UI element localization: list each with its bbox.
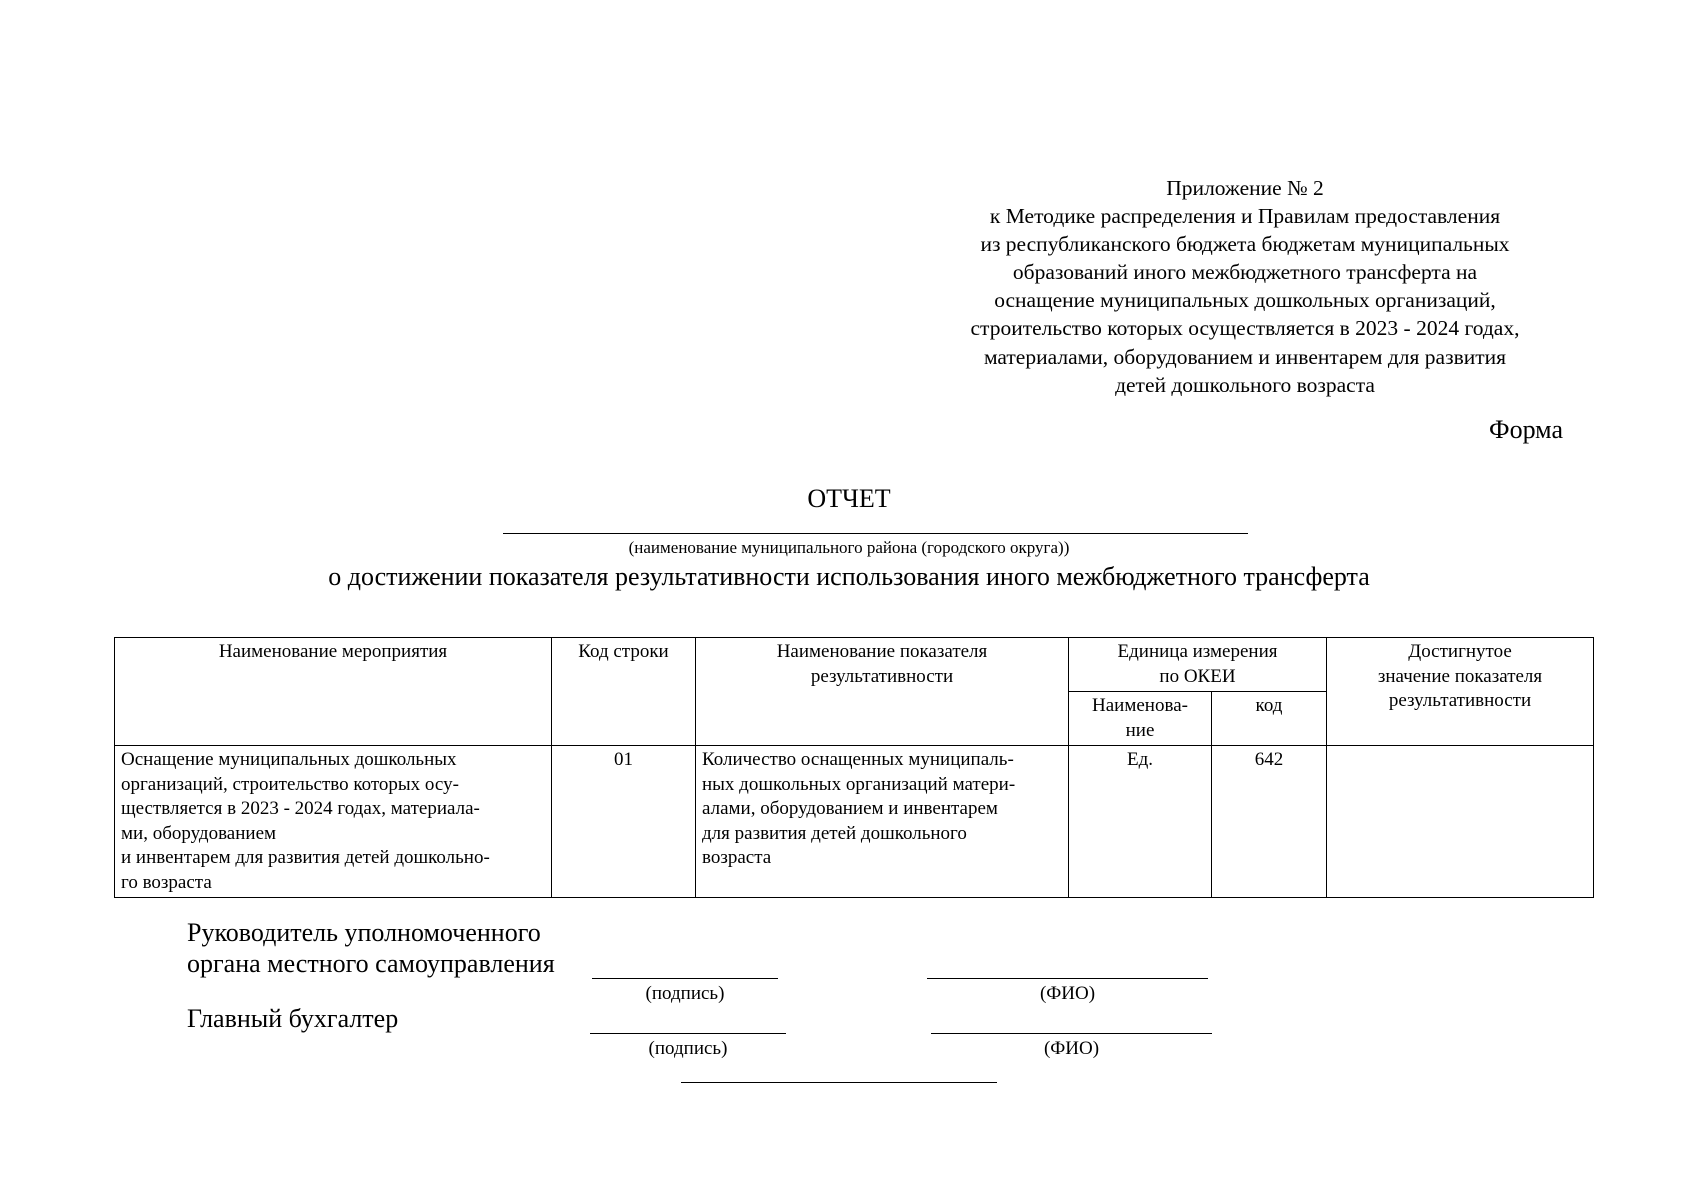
appendix-line: детей дошкольного возраста xyxy=(1115,372,1375,397)
header-achieved-line: значение показателя xyxy=(1377,665,1543,687)
footer-line xyxy=(681,1082,997,1083)
header-unit-line: Единица измерения xyxy=(1117,641,1278,662)
municipality-name-line xyxy=(503,533,1248,534)
appendix-line: строительство которых осуществляется в 2023 - 2024 годах, xyxy=(970,316,1520,341)
header-achieved xyxy=(1327,638,1594,746)
cell-line: го возраста xyxy=(121,871,212,893)
cell-line: алами, оборудованием и инвентарем xyxy=(702,798,998,819)
head-label-line: Руководитель уполномоченного xyxy=(187,918,541,947)
header-event-name: Наименование мероприятия xyxy=(115,638,552,746)
accountant-fio-caption: (ФИО) xyxy=(1043,1038,1100,1059)
cell-line: ных дошкольных организаций матери- xyxy=(702,773,1016,795)
table-row xyxy=(115,746,1594,898)
header-indicator-name xyxy=(696,638,1069,746)
cell-unit-code: 642 xyxy=(1212,746,1327,898)
appendix-line: из республиканского бюджета бюджетам муниципальных xyxy=(980,232,1510,257)
report-subtitle: о достижении показателя результативности использования иного межбюджетного трансферта xyxy=(328,562,1370,591)
header-indicator-line: Наименование показателя xyxy=(776,641,988,662)
header-row-code: Код строки xyxy=(552,638,696,746)
accountant-signature-caption: (подпись) xyxy=(648,1038,728,1059)
cell-line: ществляется в 2023 - 2024 годах, материала- xyxy=(121,798,480,819)
header-unit-code: код xyxy=(1212,692,1327,746)
cell-line: возраста xyxy=(702,847,772,868)
accountant-label: Главный бухгалтер xyxy=(187,1004,399,1033)
appendix-header xyxy=(900,174,1590,399)
cell-line: Оснащение муниципальных дошкольных xyxy=(121,749,457,770)
cell-line: для развития детей дошкольного xyxy=(702,822,967,844)
header-unit-name-line: Наименова- xyxy=(1092,695,1188,716)
cell-unit-name: Ед. xyxy=(1069,746,1212,898)
accountant-fio-line xyxy=(931,1033,1212,1034)
form-label: Форма xyxy=(1489,415,1563,444)
header-indicator-line: результативности xyxy=(810,665,954,687)
header-unit-name xyxy=(1069,692,1212,746)
report-title: ОТЧЕТ xyxy=(807,484,891,513)
appendix-line: образований иного межбюджетного трансферта на xyxy=(1012,260,1478,285)
header-achieved-line: Достигнутое xyxy=(1408,641,1512,662)
cell-line: Количество оснащенных муниципаль- xyxy=(702,749,1014,770)
head-signature-line xyxy=(592,978,778,979)
cell-indicator-name xyxy=(696,746,1069,898)
cell-line: ми, оборудованием xyxy=(121,822,277,844)
appendix-line: Приложение № 2 xyxy=(1166,176,1324,200)
header-achieved-line: результативности xyxy=(1388,690,1532,711)
municipality-name-caption: (наименование муниципального района (городского округа)) xyxy=(628,538,1070,557)
cell-event-name xyxy=(115,746,552,898)
cell-achieved-value xyxy=(1327,746,1594,898)
appendix-line: оснащение муниципальных дошкольных организаций, xyxy=(994,288,1496,313)
report-table xyxy=(114,637,1594,898)
appendix-line: к Методике распределения и Правилам предоставления xyxy=(989,204,1501,229)
header-unit-group xyxy=(1069,638,1327,692)
head-signature-caption: (подпись) xyxy=(645,983,725,1004)
header-unit-line: по ОКЕИ xyxy=(1159,665,1236,687)
cell-line: и инвентарем для развития детей дошкольно- xyxy=(121,847,490,868)
head-fio-line xyxy=(927,978,1208,979)
head-label-line: органа местного самоуправления xyxy=(187,949,555,978)
accountant-signature-line xyxy=(590,1033,786,1034)
header-unit-name-line: ние xyxy=(1125,719,1155,741)
head-fio-caption: (ФИО) xyxy=(1039,983,1096,1004)
cell-row-code: 01 xyxy=(552,746,696,898)
appendix-line: материалами, оборудованием и инвентарем для развития xyxy=(983,344,1507,369)
head-signatory-label xyxy=(187,917,555,979)
cell-line: организаций, строительство которых осу- xyxy=(121,773,459,795)
